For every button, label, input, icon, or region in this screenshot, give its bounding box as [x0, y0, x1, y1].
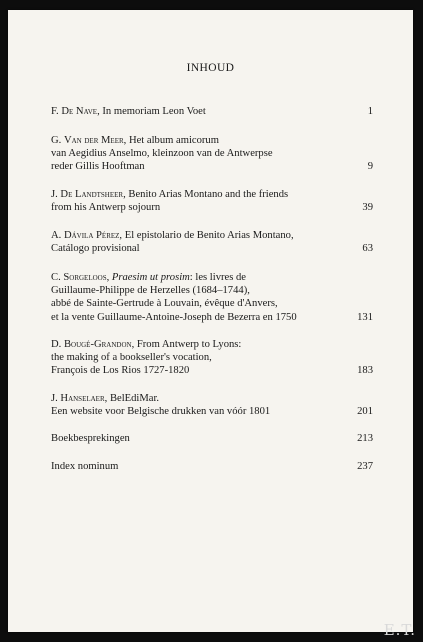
- page-number: 213: [357, 433, 373, 444]
- entry-line: reder Gillis Hooftman: [51, 161, 145, 173]
- toc-entry: [51, 188, 373, 214]
- entry-line: François de Los Rios 1727-1820: [51, 365, 190, 377]
- book-page: [8, 10, 413, 632]
- page-number: 1: [367, 106, 373, 117]
- entry-line: J. Hanselaer, BelEdiMar.: [51, 393, 160, 404]
- entry-line: A. Dávila Pérez, El epistolario de Benito Arias Montano,: [51, 230, 294, 241]
- page-number: 183: [357, 365, 373, 377]
- toc-entry: [51, 460, 373, 473]
- toc-entry: [51, 134, 373, 174]
- page-number: 237: [357, 461, 373, 472]
- author-name: Van der Meer: [63, 135, 124, 146]
- entry-title: BelEdiMar.: [109, 393, 160, 404]
- entry-line: C. Sorgeloos, Praesim ut prosim: les livres de: [51, 272, 246, 283]
- author-name: Hanselaer: [60, 393, 105, 404]
- author-name: Bougé-Grandon: [63, 339, 132, 350]
- watermark-mark: E.T.: [383, 621, 416, 639]
- entry-line: abbé de Sainte-Gertrude à Louvain, évêque d'Anvers,: [51, 298, 278, 310]
- author-initial: F.: [51, 106, 62, 117]
- toc-entry: [51, 338, 373, 378]
- entry-title: Boekbesprekingen: [51, 433, 130, 444]
- entry-title: In memoriam Leon Voet: [102, 106, 206, 117]
- author-name: De Landtsheer: [60, 189, 124, 200]
- author-initial: A.: [51, 230, 64, 241]
- entry-italic-title: Praesim ut prosim: [111, 272, 190, 283]
- page-number: 9: [367, 161, 373, 173]
- entry-title: Benito Arias Montano and the friends: [128, 189, 289, 200]
- entry-title: Index nominum: [51, 461, 119, 472]
- page-number: 131: [357, 311, 373, 323]
- entry-line: van Aegidius Anselmo, kleinzoon van de Antwerpse: [51, 148, 273, 160]
- entry-title: El epistolario de Benito Arias Montano,: [124, 230, 294, 241]
- author-name: Sorgeloos: [63, 272, 107, 283]
- toc-title: INHOUD: [186, 62, 235, 74]
- entry-line: et la vente Guillaume-Antoine-Joseph de Bezerra en 1750: [51, 311, 297, 323]
- page-number: 63: [362, 243, 373, 255]
- author-initial: C.: [51, 272, 64, 283]
- author-initial: J.: [51, 189, 61, 200]
- toc-entry: [51, 432, 373, 445]
- entry-line: J. De Landtsheer, Benito Arias Montano and the friends: [51, 189, 289, 200]
- author-initial: G.: [51, 135, 64, 146]
- entry-title: : les livres de: [189, 272, 246, 283]
- entry-line: Guillaume-Philippe de Herzelles (1684–1744),: [51, 285, 250, 297]
- toc-entry: [51, 229, 373, 255]
- entry-line: the making of a bookseller's vocation,: [51, 352, 212, 364]
- entry-line: from his Antwerp sojourn: [51, 202, 161, 214]
- entry-title: From Antwerp to Lyons:: [136, 339, 242, 350]
- author-name: Dávila Pérez: [63, 230, 120, 241]
- entry-line: Catálogo provisional: [51, 243, 140, 255]
- author-initial: J.: [51, 393, 61, 404]
- entry-line: F. De Nave, In memoriam Leon Voet: [51, 106, 206, 117]
- page-number: 201: [357, 406, 373, 418]
- toc-entry: [51, 271, 373, 324]
- toc-entry: [51, 392, 373, 418]
- entry-line: D. Bougé-Grandon, From Antwerp to Lyons:: [51, 339, 242, 350]
- author-name: De Nave: [61, 106, 98, 117]
- entry-line: Een website voor Belgische drukken van vóór 1801: [51, 406, 271, 418]
- toc-entry: [51, 105, 373, 118]
- entry-line: G. Van der Meer, Het album amicorum: [51, 135, 219, 146]
- page-number: 39: [362, 202, 373, 214]
- author-initial: D.: [51, 339, 64, 350]
- entry-title: Het album amicorum: [128, 135, 219, 146]
